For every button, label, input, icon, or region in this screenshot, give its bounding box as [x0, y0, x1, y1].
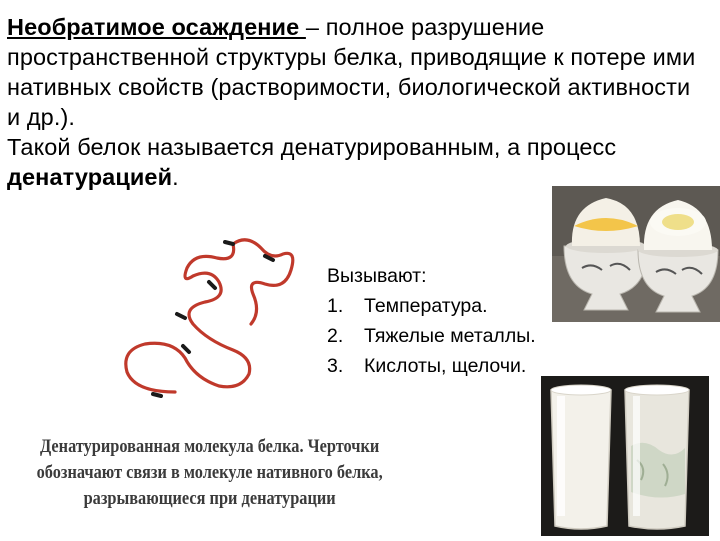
cause-text: Тяжелые металлы.	[364, 325, 536, 347]
causes-heading: Вызывают:	[327, 265, 427, 287]
denaturation-sentence-suffix: .	[172, 164, 179, 190]
cause-number: 1.	[327, 295, 344, 317]
cause-number: 3.	[327, 355, 344, 377]
definition-text	[7, 12, 707, 192]
definition-body: полное разрушение пространственной структуры белка, приводящие к потере ими нативных свойств (растворимости, биологической активности и др.).	[7, 14, 696, 130]
term-denaturation: денатурацией	[7, 164, 173, 190]
figure-caption: Денатурированная молекула белка. Черточки обозначают связи в молекуле нативного белка, разрывающиеся при денатурации	[36, 436, 383, 509]
boiled-eggs-photo	[552, 186, 720, 327]
causes-list	[327, 291, 536, 381]
cause-text: Температура.	[364, 295, 488, 317]
cause-item	[327, 351, 536, 381]
denaturation-sentence-prefix: Такой белок называется денатурированным, а процесс	[7, 134, 617, 160]
cause-number: 2.	[327, 325, 344, 347]
term-irreversible-precipitation: Необратимое осаждение	[7, 14, 306, 40]
denaturation-causes	[327, 261, 536, 381]
cause-item	[327, 321, 536, 351]
denatured-protein-glasses-photo	[541, 376, 709, 541]
denatured-molecule-figure	[115, 232, 305, 417]
cause-text: Кислоты, щелочи.	[364, 355, 527, 377]
cause-item	[327, 291, 536, 321]
definition-dash: –	[305, 14, 326, 40]
